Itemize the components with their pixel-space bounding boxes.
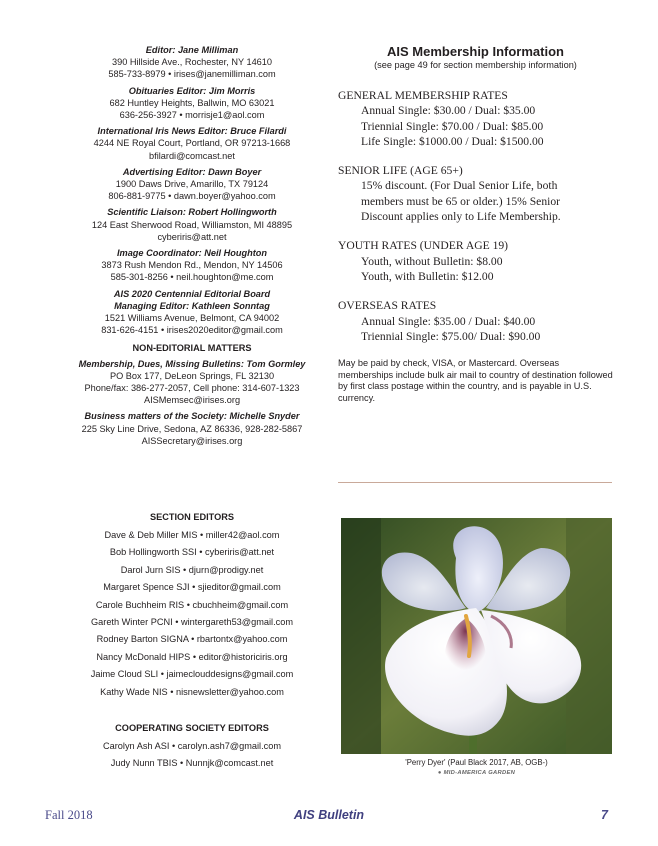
membership-info — [338, 44, 613, 405]
divider-rule — [338, 482, 612, 483]
contact-block — [50, 206, 334, 243]
rate-item: Youth, without Bulletin: $8.00 — [361, 254, 503, 268]
photo-caption-block — [341, 758, 612, 778]
contact-title: Editor: Jane Milliman — [145, 45, 239, 55]
membership-subtitle: (see page 49 for section membership information) — [374, 60, 577, 70]
rate-group — [338, 88, 613, 149]
cooperating-list — [50, 738, 334, 773]
rate-group-heading: SENIOR LIFE (AGE 65+) — [338, 164, 463, 178]
rate-item: Youth, with Bulletin: $12.00 — [361, 269, 494, 283]
rate-group — [338, 298, 613, 344]
rate-item: Annual Single: $35.00 / Dual: $40.00 — [361, 314, 536, 328]
rate-group — [338, 238, 613, 284]
cooperating-heading: COOPERATING SOCIETY EDITORS — [115, 723, 269, 733]
contact-block — [50, 288, 334, 337]
camera-icon: ● — [437, 770, 442, 776]
rate-item: Annual Single: $30.00 / Dual: $35.00 — [361, 104, 536, 118]
contact-line: bfilardi@comcast.net — [149, 150, 235, 161]
contact-line: 806-881-9775 • dawn.boyer@yahoo.com — [108, 191, 276, 202]
section-editor-row: Darol Jurn SIS • djurn@prodigy.net — [120, 564, 264, 575]
contact-line: 1521 Williams Avenue, Belmont, CA 94002 — [104, 313, 280, 324]
contact-block — [50, 125, 334, 162]
section-editor-row: Dave & Deb Miller MIS • miller42@aol.com — [104, 530, 280, 540]
footer-page-number: 7 — [601, 808, 608, 822]
iris-photo — [341, 518, 612, 754]
contact-title: International Iris News Editor: Bruce Filardi — [97, 126, 287, 137]
contact-line: 1900 Daws Drive, Amarillo, TX 79124 — [115, 179, 269, 190]
section-editors — [50, 512, 334, 701]
editorial-contacts — [50, 44, 334, 451]
contact-line: 636-256-3927 • morrisje1@aol.com — [119, 110, 265, 121]
contact-line: PO Box 177, DeLeon Springs, FL 32130 — [109, 370, 275, 381]
membership-groups — [338, 88, 613, 344]
contact-block — [50, 358, 334, 407]
editorial-list — [50, 44, 334, 336]
rate-item: Triennial Single: $75.00/ Dual: $90.00 — [361, 329, 541, 343]
cooperating-editor-row: Judy Nunn TBIS • Nunnjk@comcast.net — [110, 758, 274, 769]
payment-note: May be paid by check, VISA, or Mastercard. Overseas memberships include bulk air mail to country of destination followed by first class postage within the country, and is payable in U.S. currency. — [338, 358, 613, 403]
rate-item: Discount applies only to Life Membership. — [361, 210, 561, 224]
photo-credit-text: MID-AMERICA GARDEN — [443, 770, 516, 776]
contact-title-secondary: Managing Editor: Kathleen Sonntag — [114, 300, 270, 311]
contact-line: 585-733-8979 • irises@janemilliman.com — [108, 69, 276, 80]
membership-title: AIS Membership Information — [387, 44, 564, 59]
rate-group — [338, 163, 613, 224]
contact-title: Advertising Editor: Dawn Boyer — [122, 166, 262, 177]
contact-title: Business matters of the Society: Michelle Snyder — [84, 411, 300, 422]
section-editors-heading: SECTION EDITORS — [149, 512, 235, 522]
photo-caption: 'Perry Dyer' (Paul Black 2017, AB, OGB-) — [405, 758, 548, 767]
cooperating-editors — [50, 723, 334, 773]
footer-season: Fall 2018 — [45, 808, 93, 822]
section-editors-list — [50, 527, 334, 701]
rate-group-heading: YOUTH RATES (UNDER AGE 19) — [338, 239, 509, 253]
section-editor-row: Carole Buchheim RIS • cbuchheim@gmail.com — [95, 599, 289, 610]
contact-block — [50, 44, 334, 81]
contact-line: 3873 Rush Mendon Rd., Mendon, NY 14506 — [101, 260, 283, 271]
contact-line: cyberiris@att.net — [157, 231, 227, 242]
rate-group-heading: GENERAL MEMBERSHIP RATES — [338, 89, 508, 102]
contact-line: AISSecretary@irises.org — [141, 435, 243, 446]
section-editor-row: Kathy Wade NIS • nisnewsletter@yahoo.com — [100, 686, 284, 697]
rate-item: 15% discount. (For Dual Senior Life, both — [361, 179, 558, 193]
contact-title: AIS 2020 Centennial Editorial Board — [113, 288, 271, 299]
contact-block — [50, 85, 334, 122]
contact-block — [50, 247, 334, 284]
section-editor-row: Bob Hollingworth SSI • cyberiris@att.net — [109, 547, 275, 558]
contact-line: 390 Hillside Ave., Rochester, NY 14610 — [111, 57, 273, 68]
contact-title: Membership, Dues, Missing Bulletins: Tom Gormley — [78, 358, 306, 369]
contact-title: Obituaries Editor: Jim Morris — [128, 85, 256, 96]
contact-line: 124 East Sherwood Road, Williamston, MI 48895 — [91, 219, 293, 230]
rate-item: Life Single: $1000.00 / Dual: $1500.00 — [361, 134, 544, 148]
contact-line: 831-626-4151 • irises2020editor@gmail.com — [101, 325, 283, 336]
iris-flower-image — [341, 518, 612, 754]
section-editor-row: Rodney Barton SIGNA • rbartontx@yahoo.com — [96, 634, 288, 645]
contact-line: 225 Sky Line Drive, Sedona, AZ 86336, 928-282-5867 — [81, 423, 303, 434]
photo-credit — [341, 768, 612, 778]
contact-block — [50, 410, 334, 447]
section-editor-row: Nancy McDonald HIPS • editor@historiciris.org — [96, 651, 288, 662]
footer-publication: AIS Bulletin — [293, 808, 365, 822]
rate-item: members must be 65 or older.) 15% Senior — [361, 194, 560, 208]
section-editor-row: Jaime Cloud SLI • jaimeclouddesigns@gmail.com — [90, 669, 294, 680]
contact-line: 585-301-8256 • neil.houghton@me.com — [110, 272, 274, 283]
contact-line: 682 Huntley Heights, Ballwin, MO 63021 — [109, 97, 275, 108]
contact-title: Image Coordinator: Neil Houghton — [116, 248, 268, 259]
section-editor-row: Gareth Winter PCNI • wintergareth53@gmail.com — [91, 617, 293, 628]
non-editorial-list — [50, 358, 334, 447]
contact-block — [50, 166, 334, 203]
contact-line: AISMemsec@irises.org — [143, 395, 241, 406]
section-editor-row: Margaret Spence SJI • sjieditor@gmail.com — [103, 582, 281, 593]
contact-line: 4244 NE Royal Court, Portland, OR 97213-1668 — [93, 138, 291, 149]
non-editorial-heading: NON-EDITORIAL MATTERS — [132, 343, 252, 354]
contact-title: Scientific Liaison: Robert Hollingworth — [107, 207, 277, 218]
rate-item: Triennial Single: $70.00 / Dual: $85.00 — [361, 119, 544, 133]
contact-line: Phone/fax: 386-277-2057, Cell phone: 314-607-1323 — [84, 383, 300, 394]
cooperating-editor-row: Carolyn Ash ASI • carolyn.ash7@gmail.com — [103, 741, 281, 751]
rate-group-heading: OVERSEAS RATES — [338, 299, 437, 313]
